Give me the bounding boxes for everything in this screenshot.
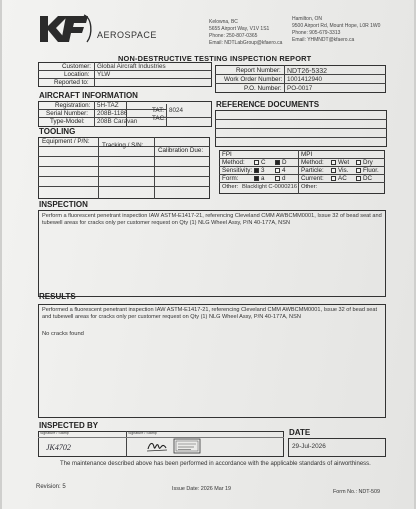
sensitivity-3-label: 3 — [261, 167, 265, 174]
particle-vis-label: Vis. — [338, 167, 349, 174]
form-label: Form: — [222, 175, 239, 182]
serial-value: 208B-1186 — [97, 110, 128, 117]
po-value: PO-0017 — [287, 85, 313, 92]
results-finding: No cracks found — [42, 331, 84, 337]
office1-line1: Kelowna, BC — [209, 19, 238, 25]
particle-fluor-label: Fluor. — [363, 167, 379, 174]
tat-value: 8024 — [169, 107, 184, 114]
fpi-other-value: Blacklight C-0000216 — [242, 184, 298, 190]
tooling-col-equipment: Equipment / P/N: — [42, 138, 90, 145]
mpi-dry-checkbox[interactable] — [356, 160, 361, 165]
inspector-initials: JK4702 — [46, 443, 71, 452]
current-dc-checkbox[interactable] — [356, 176, 361, 181]
office1-line2: 5655 Airport Way, V1V 1S1 — [209, 26, 270, 32]
office2-line4: Email: YHMNDT@kfaero.ca — [292, 37, 355, 43]
form-a-label: a — [261, 175, 265, 182]
office2-line1: Hamilton, ON — [292, 16, 323, 22]
aircraft-heading: AIRCRAFT INFORMATION — [39, 91, 138, 100]
particle-fluor-checkbox[interactable] — [356, 168, 361, 173]
customer-value: Global Aircraft Industries — [97, 63, 166, 70]
fpi-method-d-checkbox[interactable] — [275, 160, 280, 165]
mpi-wet-checkbox[interactable] — [331, 160, 336, 165]
airworthiness-statement: The maintenance described above has been performed in accordance with the applicable standards of airworthiness. — [60, 461, 371, 467]
particle-label: Particle: — [301, 167, 324, 174]
sensitivity-label: Sensitivity: — [222, 167, 253, 174]
results-text: Performed a fluorescent penetrant inspection IAW ASTM-E1417-21, referencing Cleveland CMM AWBCMM0001, Issue 32 of bead seat and tubewell areas for cracks only per customer request on Qty (1) NLG Wheel Assy, P/N 40-177A, NSN — [42, 307, 378, 321]
work-order-label: Work Order Number: — [224, 76, 283, 83]
customer-label: Customer: — [62, 63, 92, 70]
mpi-wet-label: Wet — [338, 159, 350, 166]
kf-logo — [40, 14, 94, 44]
particle-vis-checkbox[interactable] — [331, 168, 336, 173]
inspection-text: Perform a fluorescent penetrant inspection IAW ASTM-E1417-21, referencing Cleveland CMM AWBCMM0001, Issue 32 of bead seat and tubewell areas for cracks only per customer request on Qty (1) NLG Wheel Assy, P/N 40-177A, NSN — [42, 213, 382, 227]
registration-label: Registration: — [55, 102, 91, 109]
signature-label-2: Signature / Stamp — [128, 431, 157, 435]
sensitivity-4-label: 4 — [282, 167, 286, 174]
inspection-stamp — [173, 438, 201, 454]
signature-label-1: Signature / Stamp — [40, 431, 69, 435]
tooling-col-tracking: Tracking / S/N: — [102, 142, 144, 149]
mpi-method-label: Method: — [301, 159, 324, 166]
revision: Revision: 5 — [36, 484, 66, 490]
sensitivity-3-checkbox[interactable] — [254, 168, 259, 173]
reported-to-label: Reported to: — [54, 79, 89, 86]
location-value: YLW — [97, 71, 111, 78]
report-number-label: Report Number: — [236, 67, 281, 74]
office1-line4: Email: NDTLabGroup@kfaero.ca — [209, 40, 283, 46]
fpi-other-label: Other: — [222, 184, 239, 190]
date-heading: DATE — [289, 428, 311, 437]
report-title: NON-DESTRUCTIVE TESTING INSPECTION REPORT — [118, 54, 312, 63]
mpi-label: MPI — [301, 151, 313, 158]
registration-value: 5H-TAZ — [97, 102, 119, 109]
handwritten-signature — [146, 439, 168, 453]
location-label: Location: — [64, 71, 90, 78]
tac-label: TAC: — [152, 115, 166, 122]
fpi-method-label: Method: — [222, 159, 245, 166]
office1-line3: Phone: 250-807-0365 — [209, 33, 258, 39]
current-dc-label: DC — [363, 175, 373, 182]
form-number: Form No.: NDT-509 — [333, 489, 381, 495]
serial-label: Serial Number: — [46, 110, 88, 117]
fpi-method-d-label: D — [282, 159, 287, 166]
tat-label: TAT: — [152, 107, 165, 114]
results-heading: RESULTS — [39, 292, 76, 301]
fpi-method-c-label: C — [261, 159, 266, 166]
reference-heading: REFERENCE DOCUMENTS — [216, 100, 320, 109]
fpi-label: FPI — [222, 151, 232, 158]
sensitivity-4-checkbox[interactable] — [275, 168, 280, 173]
inspection-heading: INSPECTION — [39, 200, 88, 209]
current-ac-checkbox[interactable] — [331, 176, 336, 181]
report-page — [2, 0, 414, 509]
po-label: P.O. Number: — [244, 85, 282, 92]
tooling-heading: TOOLING — [39, 127, 76, 136]
form-a-checkbox[interactable] — [254, 176, 259, 181]
mpi-other-label: Other: — [301, 184, 318, 190]
company-name: AEROSPACE — [97, 30, 157, 40]
office2-line3: Phone: 905-679-3313 — [292, 30, 341, 36]
fpi-method-c-checkbox[interactable] — [254, 160, 259, 165]
current-ac-label: AC — [338, 175, 347, 182]
type-label: Type-Model: — [50, 118, 85, 125]
issue-date: Issue Date: 2026 Mar 19 — [172, 486, 232, 492]
form-d-label: d — [282, 175, 286, 182]
office2-line2: 9500 Airport Rd, Mount Hope, L0R 1W0 — [292, 23, 381, 29]
tooling-col-calibration: Calibration Due: — [158, 147, 204, 154]
current-label: Current: — [301, 175, 324, 182]
work-order-value: 1001412940 — [287, 76, 323, 83]
mpi-dry-label: Dry — [363, 159, 373, 166]
form-d-checkbox[interactable] — [275, 176, 280, 181]
type-value: 208B Caravan — [97, 118, 138, 125]
inspected-by-heading: INSPECTED BY — [39, 421, 99, 430]
date-value: 29-Jul-2026 — [292, 443, 326, 450]
report-number-value: NDT26-5332 — [287, 68, 328, 75]
